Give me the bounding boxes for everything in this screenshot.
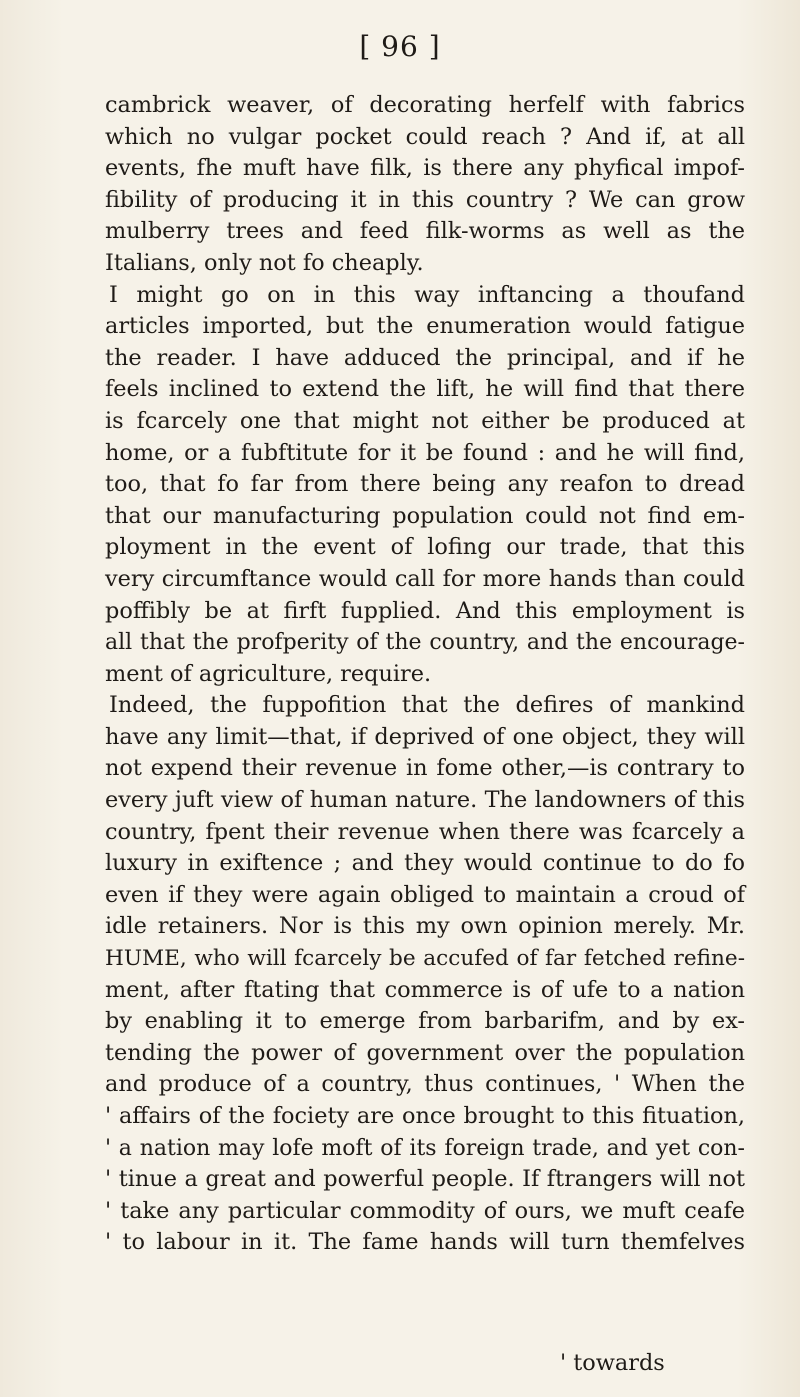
body-text [105,90,745,1259]
text-line: too, that fo far from there being any reafon to dread [105,471,745,498]
text-line: tending the power of government over the population [105,1039,745,1066]
text-line: the reader. I have adduced the principal, and if he [105,344,745,371]
text-line: ' to labour in it. The fame hands will turn themfelves [105,1229,745,1256]
text-line: ' take any particular commodity of ours, we muft ceafe [105,1197,745,1224]
text-line: poffibly be at firft fupplied. And this employment is [105,597,745,624]
text-line: ' tinue a great and powerful people. If ftrangers will not [105,1166,745,1193]
text-line: Indeed, the fuppofition that the defires of mankind [109,692,745,719]
text-line: home, or a fubftitute for it be found : and he will find, [105,439,745,466]
text-line: ment, after ftating that commerce is of ufe to a nation [105,976,745,1003]
text-line: Italians, only not fo cheaply. [105,249,424,276]
text-line: by enabling it to emerge from barbarifm, and by ex- [105,1008,745,1035]
text-line: I might go on in this way inftancing a thoufand [109,281,745,308]
text-line: ment of agriculture, require. [105,660,432,687]
text-line: have any limit—that, if deprived of one object, they will [105,723,745,750]
text-line: ' affairs of the fociety are once brought to this fituation, [105,1103,745,1129]
text-line: articles imported, but the enumeration would fatigue [105,313,745,340]
text-line: fibility of producing it in this country ? We can grow [105,186,745,213]
text-line: mulberry trees and feed filk-worms as well as the [105,218,745,245]
text-line: is fcarcely one that might not either be produced at [105,407,745,434]
text-line: ployment in the event of lofing our trade, that this [105,534,745,561]
text-line: cambrick weaver, of decorating herfelf with fabrics [105,92,745,118]
text-line: feels inclined to extend the lift, he will find that there [105,376,745,403]
text-line: luxury in exiftence ; and they would continue to do fo [105,850,745,877]
text-line: country, fpent their revenue when there was fcarcely a [105,818,745,845]
text-line: very circumftance would call for more hands than could [105,565,745,592]
text-line: events, fhe muft have filk, is there any phyfical impof- [105,155,745,182]
text-line: which no vulgar pocket could reach ? And if, at all [105,123,745,150]
text-line: even if they were again obliged to maintain a croud of [105,881,745,908]
text-line: that our manufacturing population could not find em- [105,502,745,529]
text-line: and produce of a country, thus continues, ' When the [105,1071,745,1098]
catchword: ' towards [560,1350,665,1376]
text-line: HUME, who will fcarcely be accufed of far fetched refine- [105,946,745,972]
text-line: not expend their revenue in fome other,—is contrary to [105,755,745,782]
text-line: every juft view of human nature. The landowners of this [105,787,745,814]
text-line: idle retainers. Nor is this my own opinion merely. Mr. [105,913,745,940]
text-line: ' a nation may lofe moft of its foreign trade, and yet con- [105,1135,745,1161]
text-line: all that the profperity of the country, and the encourage- [105,630,745,656]
page-number: [ 96 ] [359,30,441,63]
